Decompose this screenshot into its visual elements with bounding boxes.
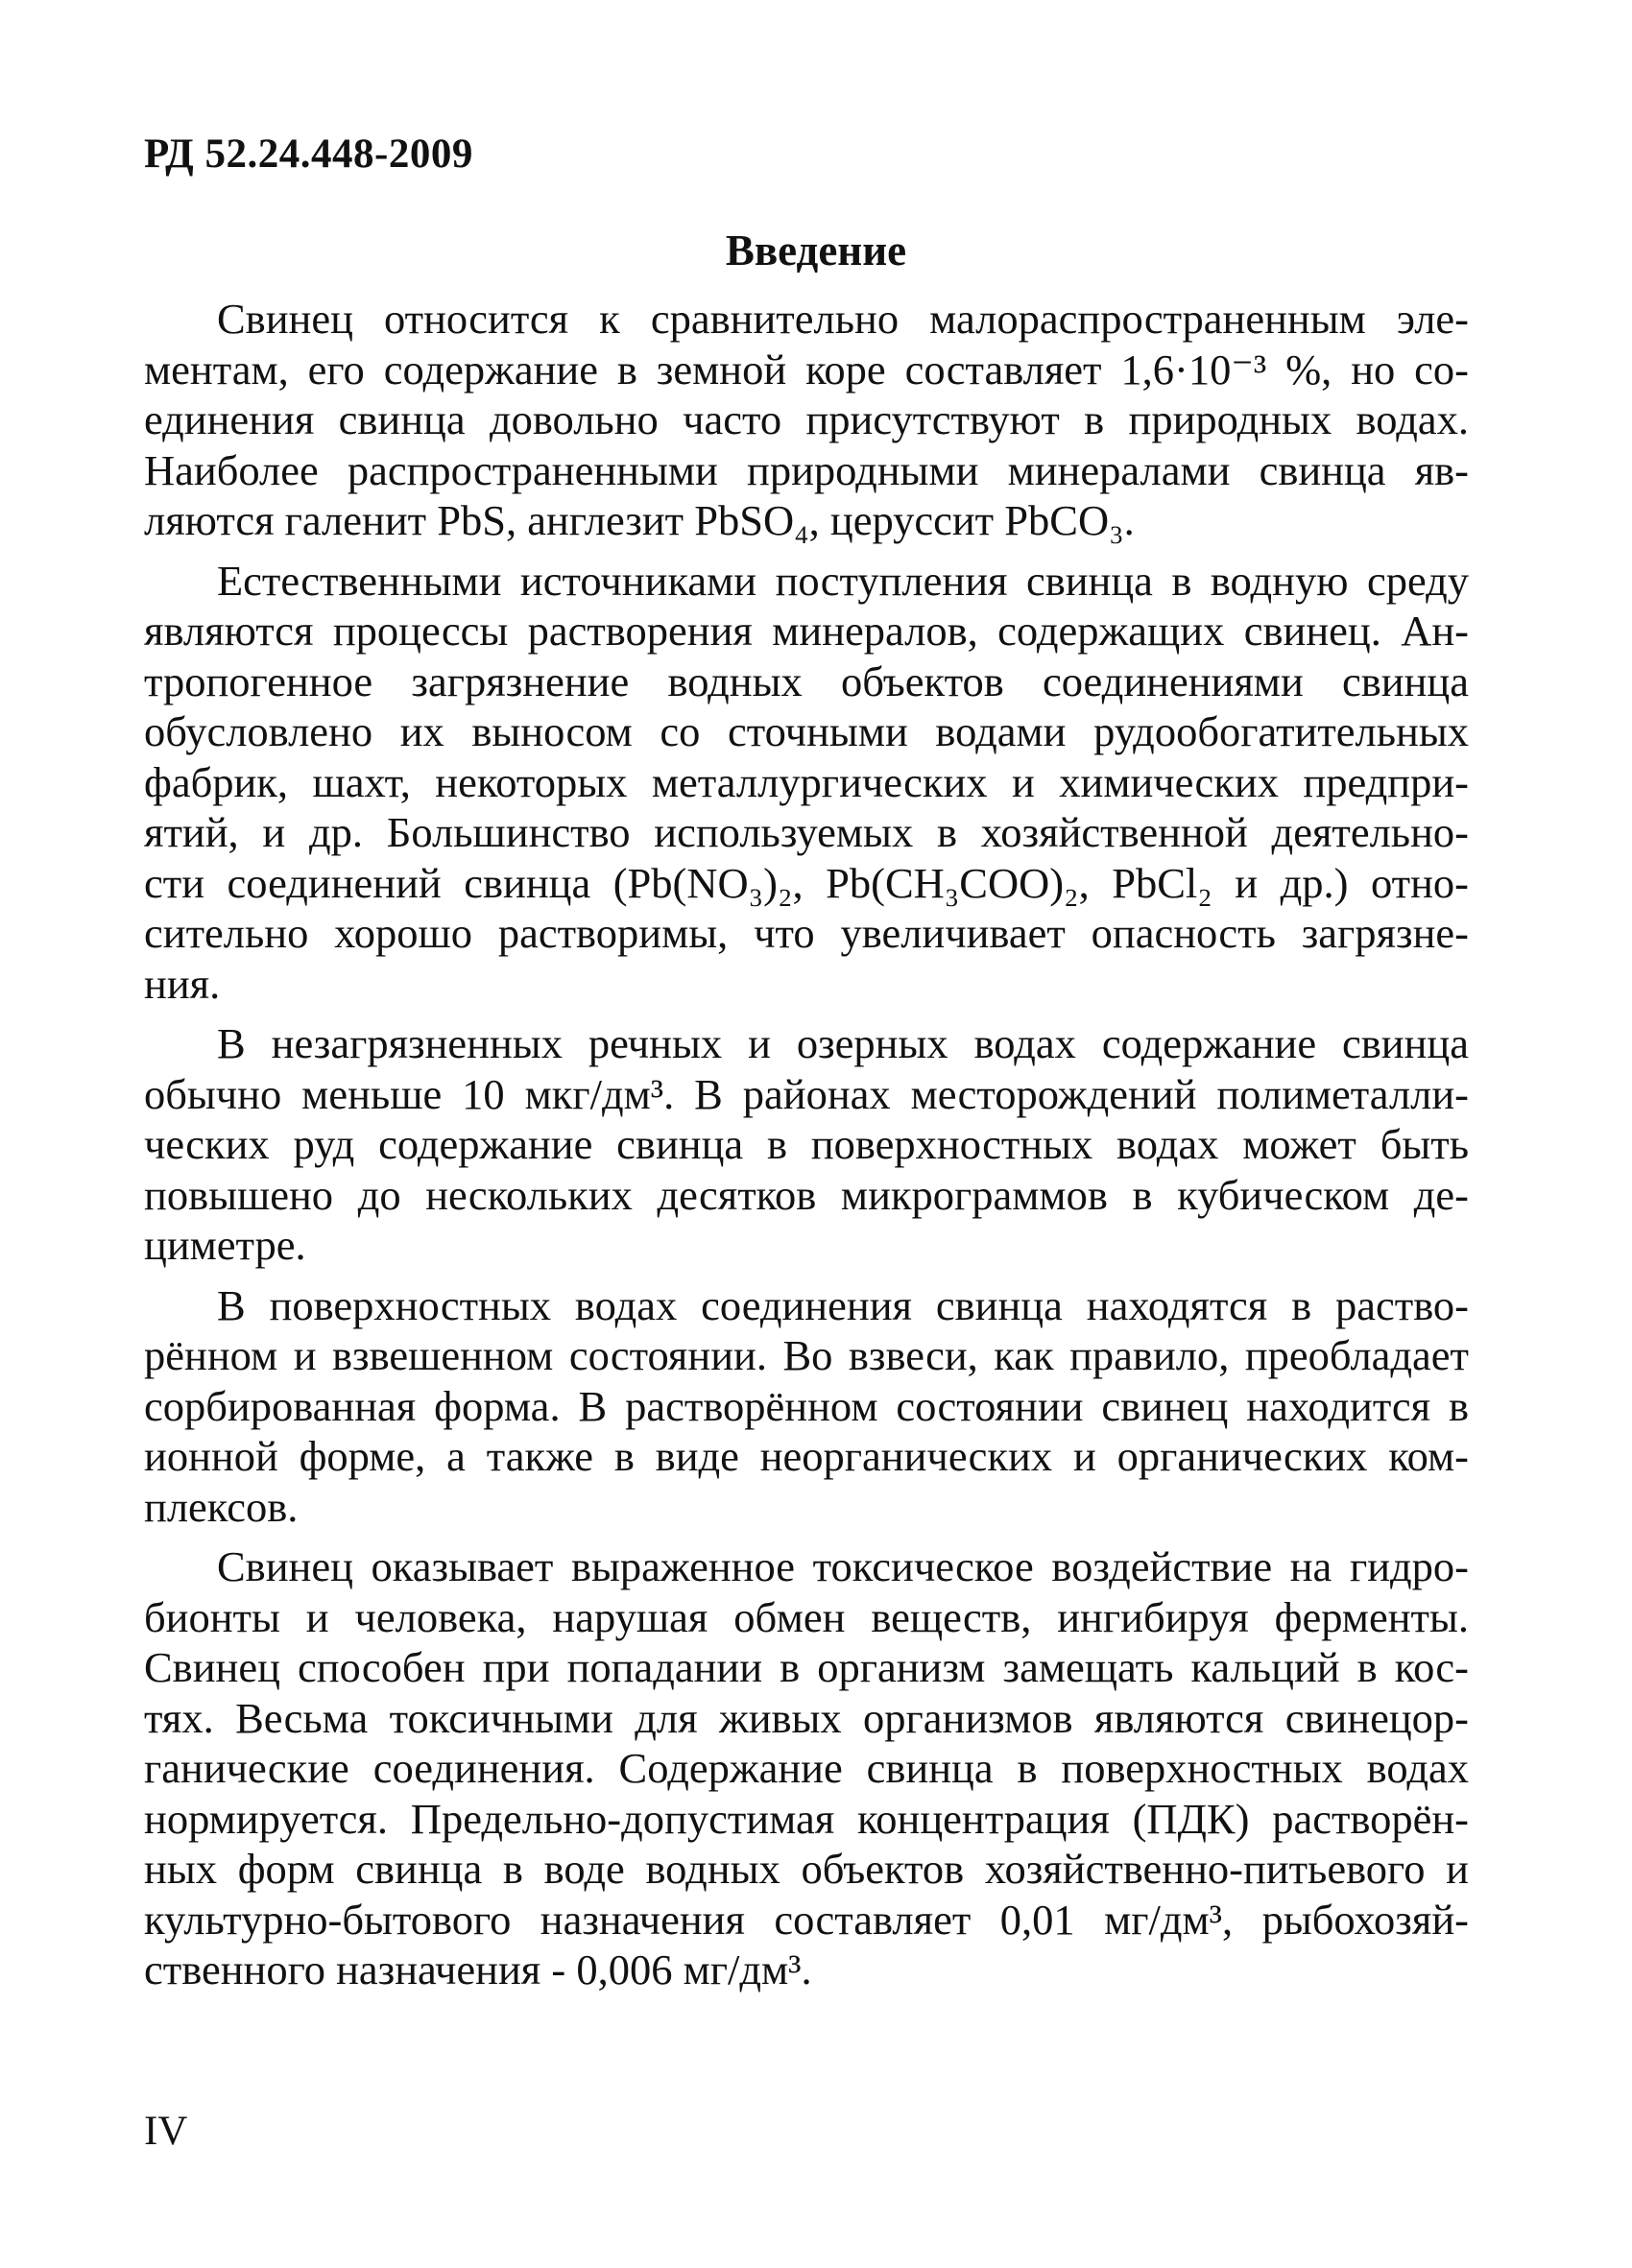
text-line: являются процессы растворения минералов, содержащих свинец. Ан- [144, 607, 1469, 655]
text-line: повышено до нескольких десятков микрограммов в кубическом де- [144, 1170, 1469, 1219]
text-line: нормируется. Предельно-допустимая концентрация (ПДК) растворён- [144, 1794, 1469, 1843]
text-line: циметре. [144, 1221, 306, 1269]
text-line: ных форм свинца в воде водных объектов хозяйственно-питьевого и [144, 1845, 1469, 1893]
text-line: обусловлено их выносом со сточными водами рудообогатительных [144, 707, 1469, 755]
text-line: ственного назначения - 0,006 мг/дм³. [144, 1946, 812, 1993]
text-line: В поверхностных водах соединения свинца находятся в раство- [217, 1280, 1469, 1329]
section-title: Введение [725, 227, 907, 275]
text-line: Свинец относится к сравнительно малораспространенным эле- [217, 295, 1469, 343]
page-number: IV [144, 2109, 188, 2154]
text-line: культурно-бытового назначения составляет 0,01 мг/дм³, рыбохозяй- [144, 1895, 1469, 1944]
text-line: фабрик, шахт, некоторых металлургических и химических предпри- [144, 757, 1469, 806]
text-line: сорбированная форма. В растворённом состоянии свинец находится в [144, 1381, 1469, 1430]
text-line: тях. Весьма токсичными для живых организмов являются свинецор- [144, 1693, 1469, 1742]
paragraph-3 [144, 1018, 1469, 1271]
body-text [144, 294, 1469, 1995]
paragraph-2 [144, 556, 1469, 1010]
text-line: рённом и взвешенном состоянии. Во взвеси, как правило, преобладает [144, 1331, 1469, 1379]
text-line: ляются галенит PbS, англезит PbSO₄, церуссит PbCO₃. [144, 496, 1135, 544]
text-line: обычно меньше 10 мкг/дм³. В районах месторождений полиметалли- [144, 1069, 1469, 1118]
text-line: единения свинца довольно часто присутствуют в природных водах. [144, 395, 1469, 443]
text-line: Свинец способен при попадании в организм замещать кальций в кос- [144, 1643, 1469, 1691]
text-line: сти соединений свинца (Pb(NO₃)₂, Pb(CH₃COO)₂, PbCl₂ и др.) отно- [144, 858, 1469, 907]
text-line: Свинец оказывает выраженное токсическое воздействие на гидро- [217, 1542, 1469, 1590]
paragraph-4 [144, 1280, 1469, 1533]
text-line: Наиболее распространенными природными минералами свинца яв- [144, 445, 1469, 494]
text-line: бионты и человека, нарушая обмен веществ, ингибируя ферменты. [144, 1592, 1469, 1641]
text-line: ческих руд содержание свинца в поверхностных водах может быть [144, 1120, 1469, 1168]
text-line: ятий, и др. Большинство используемых в хозяйственной деятельно- [144, 808, 1469, 856]
document-code: РД 52.24.448-2009 [144, 131, 473, 177]
text-line: ментам, его содержание в земной коре составляет 1,6·10⁻³ %, но со- [144, 345, 1469, 394]
text-line: сительно хорошо растворимы, что увеличивает опасность загрязне- [144, 909, 1469, 957]
text-line: Естественными источниками поступления свинца в водную среду [217, 556, 1469, 605]
paragraph-1 [144, 294, 1469, 546]
paragraph-5 [144, 1541, 1469, 1995]
text-line: плексов. [144, 1482, 299, 1531]
text-line: В незагрязненных речных и озерных водах содержание свинца [217, 1019, 1469, 1067]
text-line: ганические соединения. Содержание свинца в поверхностных водах [144, 1744, 1469, 1792]
text-line: ионной форме, а также в виде неорганических и органических ком- [144, 1432, 1469, 1480]
text-line: ния. [144, 959, 221, 1008]
text-line: тропогенное загрязнение водных объектов соединениями свинца [144, 657, 1469, 705]
